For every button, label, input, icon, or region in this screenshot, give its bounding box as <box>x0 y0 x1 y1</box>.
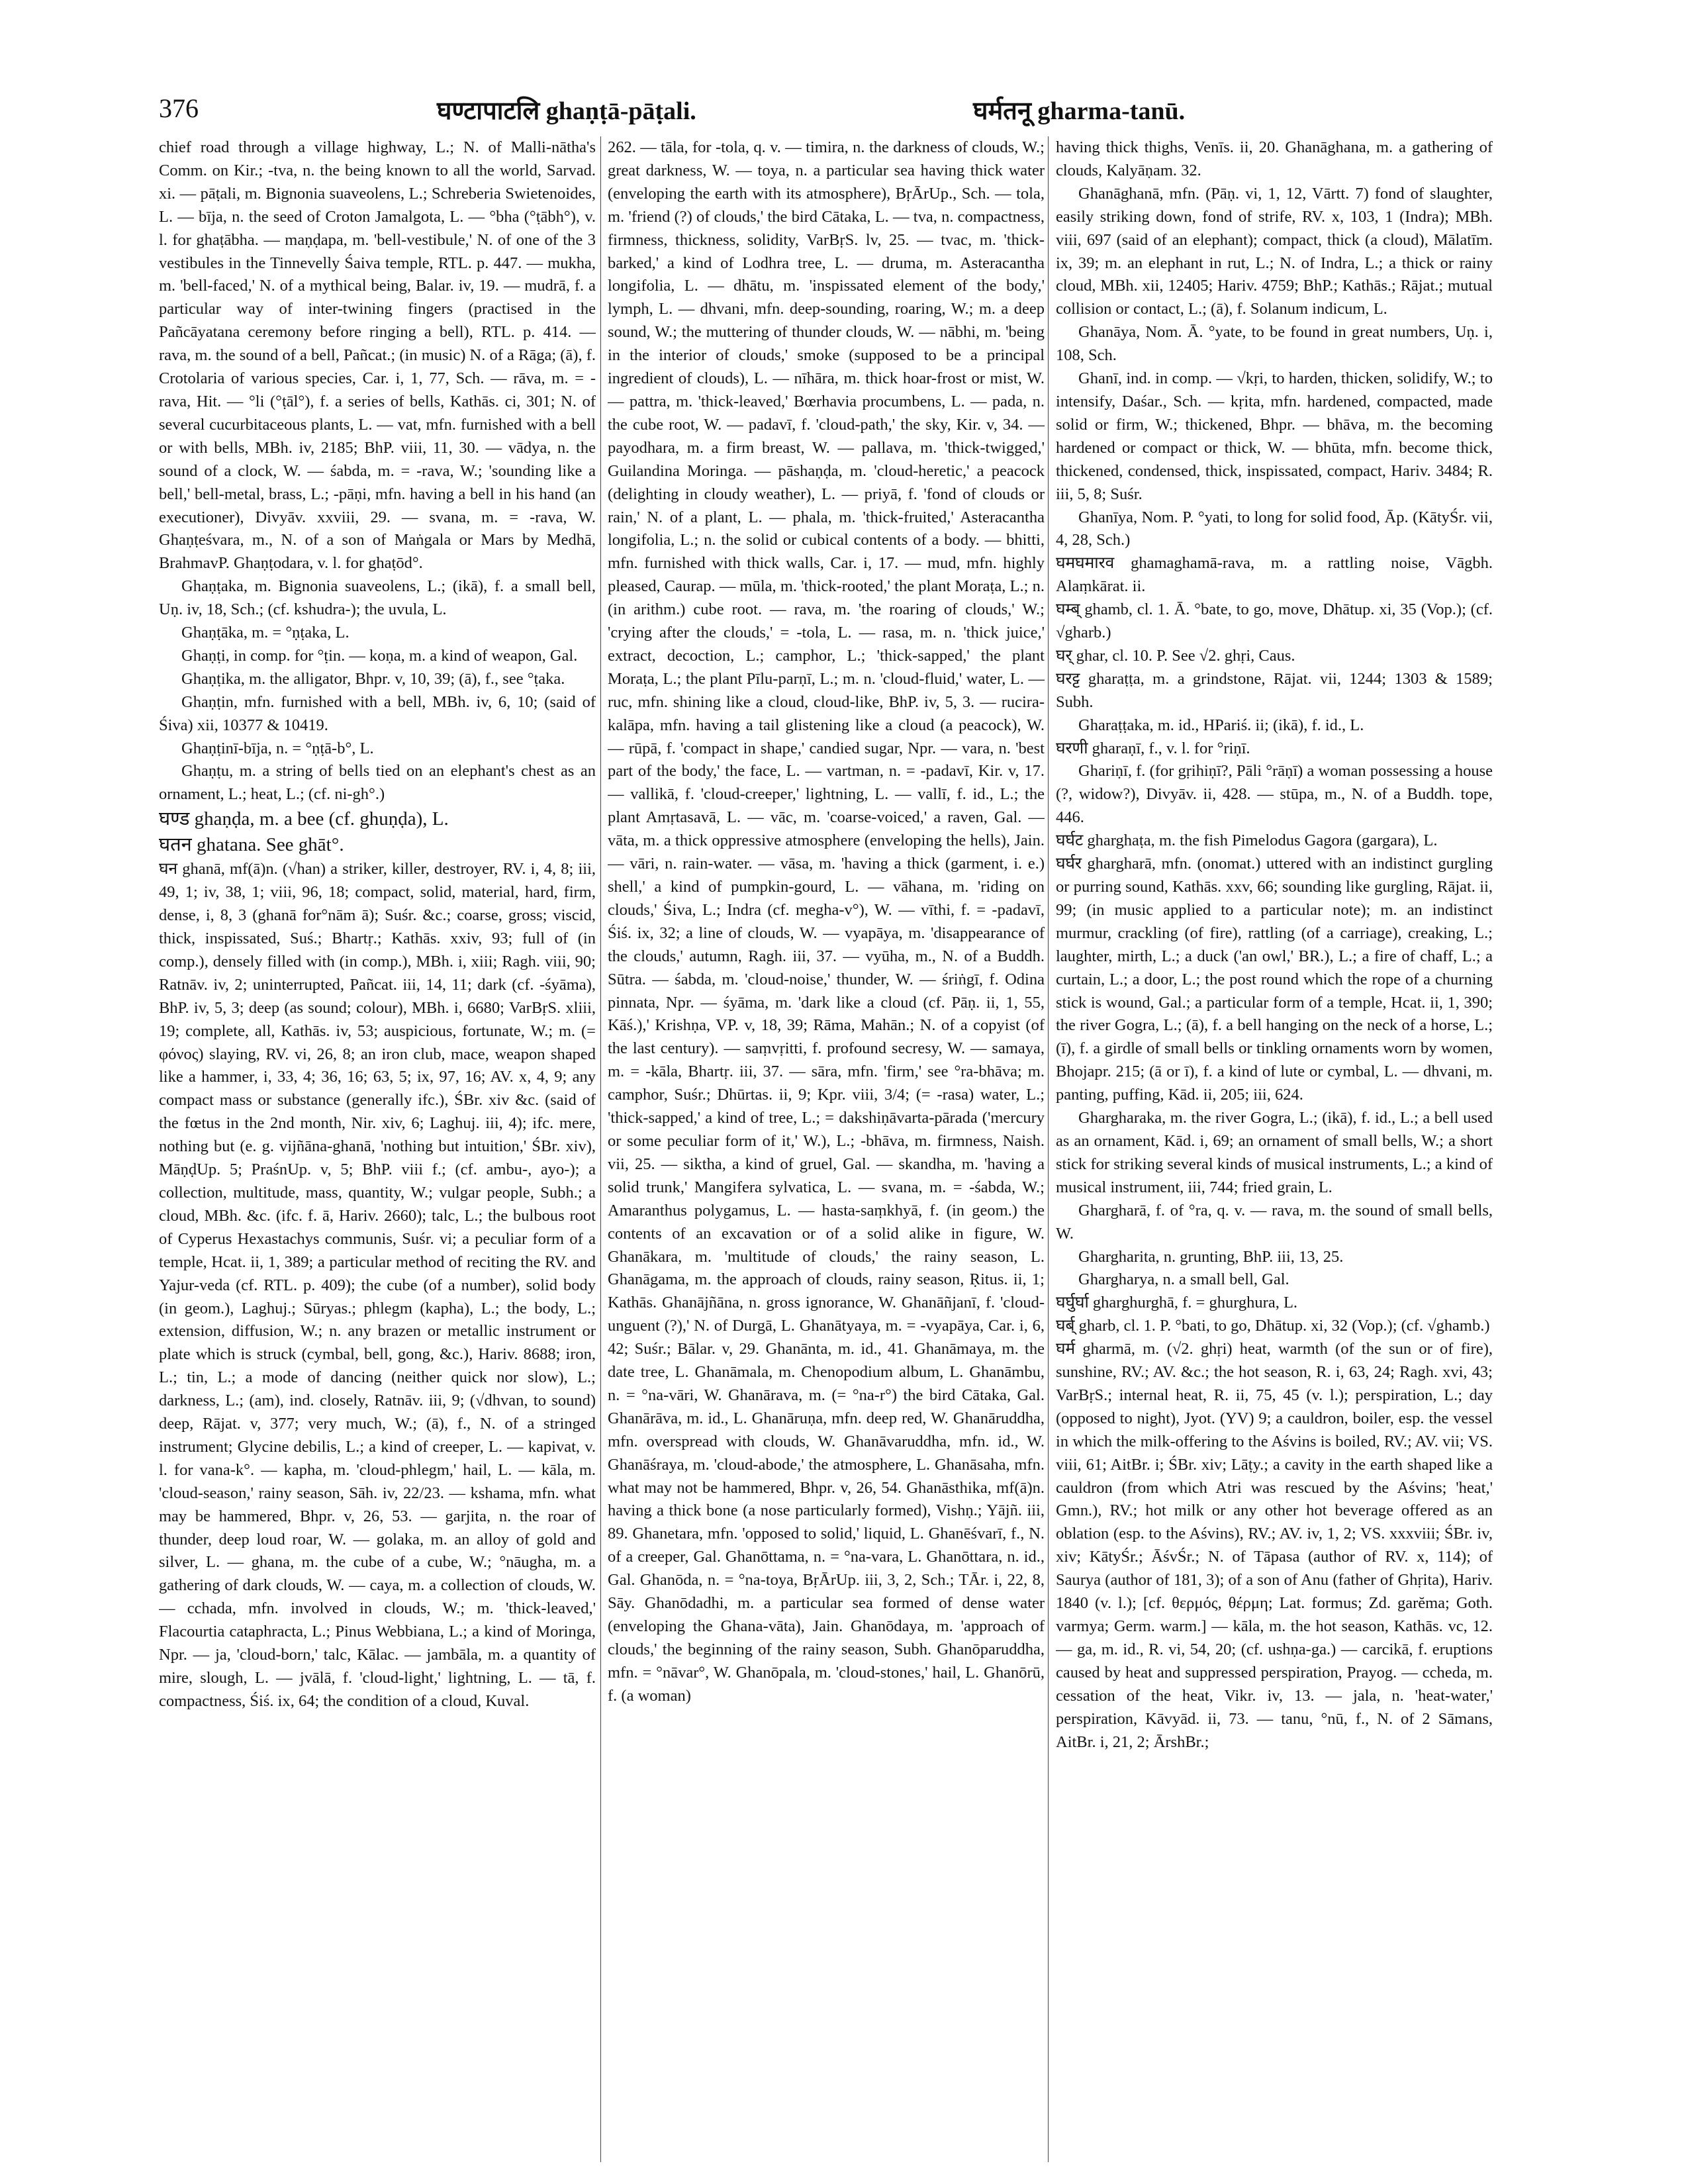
running-head <box>159 89 1509 131</box>
dictionary-entry: Ghaṇṭi, in comp. for °ṭin. — koṇa, m. a kind of weapon, Gal. <box>181 646 578 665</box>
headword-entry: घर्घर ghargharā, mfn. (onomat.) uttered with an indistinct gurgling or purring sound, Kathās. xxv, 66; sounding like gurgling, Rājat. ii, 99; (in music applied to a particular note); m. an indistinct murmur, crackling (of fire), rattling (of a carriage), creaking, L.; laughter, mirth, L.; a duck ('an owl,' BR.), L.; a fire of chaff, L.; a curtain, L.; a door, L.; the post round which the rope of a churning stick is wound, Gal.; a particular form of a temple, Hcat. ii, 1, 390; the river Gogra, L.; (ā), f. a bell hanging on the neck of a horse, L.; (ī), f. a girdle of small bells or tinkling ornaments worn by women, Bhojapr. 215; (ā or ī), f. a kind of lute or cymbal, L. — dhvani, m. panting, puffing, Kād. ii, 205; iii, 624. <box>1056 855 1493 1104</box>
dictionary-entry: 262. — tāla, for -tola, q. v. — timira, n. the darkness of clouds, W.; great darkness, W. — toya, n. a particular sea having thick water (enveloping the earth with its atmosphere), BṛĀrUp., Sch. — tola, m. 'friend (?) of clouds,' the bird Cātaka, L. — tva, n. compactness, firmness, thickness, solidity, VarBṛS. lv, 25. — tvac, m. 'thick-barked,' a kind of Lodhra tree, L. — druma, m. Asteracantha longifolia, L. — dhātu, m. 'inspissated element of the body,' lymph, L. — dhvani, mfn. deep-sounding, roaring, W.; m. a deep sound, W.; the muttering of thunder clouds, W. — nābhi, m. 'being in the interior of clouds,' smoke (supposed to be a principal ingredient of clouds), L. — nīhāra, m. thick hoar-frost or mist, W. — pattra, m. 'thick-leaved,' Bœrhavia procumbens, L. — pada, n. the cube root, W. — padavī, f. 'cloud-path,' the sky, Kir. v, 34. — payodhara, m. a firm breast, W. — pallava, m. 'thick-twigged,' Guilandina Moringa. — pāshaṇḍa, m. 'cloud-heretic,' a peacock (delighting in cloudy weather), L. — priyā, f. 'fond of clouds or rain,' N. of a plant, L. — phala, m. 'thick-fruited,' Asteracantha longifolia, L.; n. the solid or cubical contents of a body. — bhitti, mfn. furnished with thick walls, Car. i, 17. — mud, mfn. highly pleased, Caurap. — mūla, m. 'thick-rooted,' the plant Moraṭa, L.; n. (in arithm.) cube root. — rava, m. 'the roaring of clouds,' W.; 'crying after the clouds,' = -tola, L. — rasa, m. n. 'thick juice,' extract, decoction, L.; camphor, L.; 'thick-sapped,' the plant Moraṭa, L.; the plant Pīlu-parṇī, L.; m. n. 'cloud-fluid,' water, L. — ruc, mfn. shining like a cloud, cloud-like, BhP. iv, 5, 3. — rucira-kalāpa, mfn. having a tail glistening like a cloud (a peacock), W. — rūpā, f. 'compact in shape,' candied sugar, Npr. — vara, n. 'best part of the body,' the face, L. — vartman, n. = -padavī, Kir. v, 17. — vallikā, f. 'cloud-creeper,' lightning, L. — vallī, f. id., L.; the plant Amṛtasavā, L. — vāc, m. 'coarse-voiced,' a raven, Gal. — vāta, m. a thick oppressive atmosphere (enveloping the hells), Jain. — vāri, n. rain-water. — vāsa, m. 'having a thick (garment, i. e.) shell,' a kind of pumpkin-gourd, L. — vāhana, m. 'riding on clouds,' Śiva, L.; Indra (cf. megha-v°), W. — vīthi, f. = -padavī, Śiś. ix, 32; a line of clouds, W. — vyapāya, m. 'disappearance of the clouds,' autumn, Ragh. iii, 37. — vyūha, m., N. of a Buddh. Sūtra. — śabda, m. 'cloud-noise,' thunder, W. — śriṅgī, f. Odina pinnata, Npr. — śyāma, m. 'dark like a cloud (cf. Pāṇ. ii, 1, 55, Kāś.),' Krishṇa, VP. v, 18, 39; Rāma, Mahān.; N. of a copyist (of the last century). — saṃvṛitti, f. profound secresy, W. — samaya, m. = -kāla, Bhartṛ. iii, 37. — sāra, mfn. 'firm,' see °ra-bhāva; m. camphor, Suśr.; Dhūrtas. ii, 9; Kpr. viii, 3/4; (= -rasa) water, L.; 'thick-sapped,' a kind of tree, L.; = dakshiṇāvarta-pārada ('mercury or some peculiar form of it,' W.), L.; -bhāva, m. firmness, Naish. vii, 25. — siktha, a kind of gruel, Gal. — skandha, m. 'having a solid trunk,' Mangifera sylvatica, L. — svana, m. = -śabda, W.; Amaranthus polygamus, L. — hasta-saṃkhyā, f. (in geom.) the contents of an excavation or of a solid alike in figure, W. Ghanākara, m. 'multitude of clouds,' the rainy season, L. Ghanāgama, m. the approach of clouds, rainy season, Ṛitus. ii, 1; Kathās. Ghanājñāna, n. gross ignorance, W. Ghanāñjanī, f. 'cloud-unguent (?),' N. of Durgā, L. Ghanātyaya, m. = -vyapāya, Car. i, 6, 42; Suśr.; Bālar. v, 29. Ghanānta, m. id., 41. Ghanāmaya, m. the date tree, L. Ghanāmala, m. Chenopodium album, L. Ghanāmbu, n. = °na-vāri, W. Ghanārava, m. (= °na-r°) the bird Cātaka, Gal. Ghanārāva, m. id., L. Ghanāruṇa, mfn. deep red, W. Ghanāruddha, mfn. overspread with clouds, W. Ghanāvaruddha, mfn. id., W. Ghanāśraya, m. 'cloud-abode,' the atmosphere, L. Ghanāsaha, mfn. what may not be hammered, Bhpr. v, 26, 54. Ghanāsthika, mf(ā)n. having a thick bone (a nose particularly formed), Vishṇ.; Yājñ. iii, 89. Ghanetara, mfn. 'opposed to solid,' liquid, L. Ghanēśvarī, f., N. of a creeper, Gal. Ghanōttama, n. = °na-vara, L. Ghanōttara, n. id., Gal. Ghanōda, n. = °na-toya, BṛĀrUp. iii, 3, 2, Sch.; TĀr. i, 22, 8, Sāy. Ghanōdadhi, m. a particular sea formed of dense water (enveloping the Ghana-vāta), Jain. Ghanōdaya, m. 'approach of clouds,' the beginning of the rainy season, Subh. Ghanōparuddha, mfn. = °nāvar°, W. Ghanōpala, m. 'cloud-stones,' hail, L. Ghanōrū, f. (a woman) <box>608 138 1045 1705</box>
headword-entry: घम्ब् ghamb, cl. 1. Ā. °bate, to go, move, Dhātup. xi, 35 (Vop.); (cf. √gharb.) <box>1056 600 1493 642</box>
dictionary-entry: Ghanīya, Nom. P. °yati, to long for solid food, Āp. (KātyŚr. vii, 4, 28, Sch.) <box>1056 508 1493 549</box>
dictionary-entry: Ghargharya, n. a small bell, Gal. <box>1078 1270 1289 1289</box>
dictionary-entry: Ghargharaka, m. the river Gogra, L.; (ikā), f. id., L.; a bell used as an ornament, Kād. i, 69; an ornament of small bells, W.; a short stick for striking several kinds of musical instruments, L.; a kind of musical instrument, iii, 744; fried grain, L. <box>1056 1109 1493 1196</box>
headword-entry: घरट्ट gharaṭṭa, m. a grindstone, Rājat. vii, 1244; 1303 & 1589; Subh. <box>1056 669 1493 711</box>
headword-entry: घर्घुर्घा gharghurghā, f. = ghurghura, L. <box>1056 1294 1298 1312</box>
column-divider <box>600 136 601 2162</box>
column-1 <box>159 136 596 2162</box>
headword-entry: घर्म gharmā, m. (√2. ghṛi) heat, warmth (of the sun or of fire), sunshine, RV.; AV. &c.; the hot season, R. i, 63, 24; Ragh. xvi, 43; VarBṛS.; internal heat, R. ii, 75, 45 (v. l.); perspiration, L.; day (opposed to night), Jyot. (YV) 9; a cauldron, boiler, esp. the vessel in which the milk-offering to the Aśvins is boiled, RV.; AV. vii; VS. viii, 61; AitBr. i; ŚBr. xiv; Lāṭy.; a cavity in the earth shaped like a cauldron (from which Atri was rescued by the Aśvins; 'heat,' Gmn.), RV.; hot milk or any other hot beverage offered as an oblation (esp. to the Aśvins), RV.; AV. iv, 1, 2; VS. xxxviii; ŚBr. iv, xiv; KātyŚr.; ĀśvŚr.; N. of Tāpasa (author of RV. x, 114); of Saurya (author of 181, 3); of a son of Anu (father of Ghṛita), Hariv. 1840 (v. l.); [cf. θερμός, θέρμη; Lat. formus; Zd. garĕma; Goth. varmya; Germ. warm.] — kāla, m. the hot season, Kathās. vc, 12. — ga, m. id., R. vi, 54, 20; (cf. ushṇa-ga.) — carcikā, f. eruptions caused by heat and suppressed perspiration, Prayog. — ccheda, m. cessation of the heat, Vikr. iv, 13. — jala, n. 'heat-water,' perspiration, Kāvyād. ii, 73. — tanu, °nū, f., N. of 2 Sāmans, AitBr. i, 21, 2; ĀrshBr.; <box>1056 1340 1493 1751</box>
right-running-title: घर्मतनू gharma-tanū. <box>973 97 1186 125</box>
page-number: 376 <box>159 93 199 123</box>
dictionary-entry: Ghanī, ind. in comp. — √kṛi, to harden, thicken, solidify, W.; to intensify, Daśar., Sch. — kṛita, mfn. hardened, compacted, made solid or firm, W.; thickened, Bhpr. — bhāva, m. the becoming hardened or compact or thick, W. — bhūta, mfn. become thick, thickened, condensed, thick, inspissated, compact, Hariv. 3484; R. iii, 5, 8; Suśr. <box>1056 369 1493 503</box>
headword-entry: घरणी gharaṇī, f., v. l. for °riṇī. <box>1056 739 1250 757</box>
dictionary-entry: Gharaṭṭaka, m. id., HPariś. ii; (ikā), f. id., L. <box>1078 716 1364 734</box>
dictionary-entry: Ghanāghanā, mfn. (Pāṇ. vi, 1, 12, Vārtt. 7) fond of slaughter, easily striking down, fond of strife, RV. x, 103, 1 (Indra); MBh. viii, 697 (said of an elephant); compact, thick (a cloud), Mālatīm. ix, 39; m. an elephant in rut, L.; N. of Indra, L.; a thick or rainy cloud, MBh. xii, 12405; Hariv. 4759; BhP.; Kathās.; Rājat.; mutual collision or contact, L.; (ā), f. Solanum indicum, L. <box>1056 184 1493 318</box>
headword-entry: घतन ghatana. See ghāt°. <box>159 834 344 856</box>
dictionary-entry: Ghaṇṭāka, m. = °ṇṭaka, L. <box>181 624 350 642</box>
column-3 <box>1056 136 1493 2162</box>
column-2 <box>608 136 1045 2162</box>
left-running-title: घण्टापाटलि ghaṇṭā-pāṭali. <box>437 97 696 125</box>
dictionary-entry: Ghaṇṭaka, m. Bignonia suaveolens, L.; (ikā), f. a small bell, Uṇ. iv, 18, Sch.; (cf. kshudra-); the uvula, L. <box>159 577 596 619</box>
dictionary-entry: Ghaṇṭika, m. the alligator, Bhpr. v, 10, 39; (ā), f., see °ṭaka. <box>181 669 565 688</box>
dictionary-entry: Ghargharita, n. grunting, BhP. iii, 13, 25. <box>1078 1247 1344 1266</box>
dictionary-entry: Ghariṇī, f. (for gṛihiṇī?, Pāli °rāṇī) a woman possessing a house (?, widow?), Divyāv. ii, 428. — stūpa, m., N. of a Buddh. tope, 446. <box>1056 762 1493 827</box>
headword-entry: घर्घट gharghaṭa, m. the fish Pimelodus Gagora (gargara), L. <box>1056 831 1438 850</box>
dictionary-entry: Ghanāya, Nom. Ā. °yate, to be found in great numbers, Uṇ. i, 108, Sch. <box>1056 323 1493 365</box>
dictionary-entry: having thick thighs, Venīs. ii, 20. Ghanāghana, m. a gathering of clouds, Kalyāṇam. 32. <box>1056 138 1493 179</box>
headword-entry: घर् ghar, cl. 10. P. See √2. ghṛi, Caus. <box>1056 646 1295 665</box>
dictionary-entry: Ghaṇṭinī-bīja, n. = °ṇṭā-b°, L. <box>181 739 374 757</box>
dictionary-entry: chief road through a village highway, L.; N. of Malli-nātha's Comm. on Kir.; -tva, n. the being known to all the world, Sarvad. xi. — pāṭali, m. Bignonia suaveolens, L.; Schreberia Swietenoides, L. — bīja, n. the seed of Croton Jamalgota, L. — °bha (°ṭābh°), v. l. for ghaṭābha. — maṇḍapa, m. 'bell-vestibule,' N. of one of the 3 vestibules in the Tinnevelly Śaiva temple, RTL. p. 447. — mukha, m. 'bell-faced,' N. of a mythical being, Balar. iv, 19. — mudrā, f. a particular way of inter-twining fingers (practised in the Pañcāyatana ceremony before ringing a bell), RTL. p. 414. — rava, m. the sound of a bell, Pañcat.; (in music) N. of a Rāga; (ā), f. Crotolaria of various species, Car. i, 1, 77, Sch. — rāva, m. = -rava, Hit. — °li (°ṭāl°), f. a series of bells, Kathās. ci, 301; N. of several cucurbitaceous plants, L. — vat, mfn. furnished with a bell or with bells, MBh. iv, 2185; BhP. viii, 11, 30. — vādya, n. the sound of a clock, W. — śabda, m. = -rava, W.; 'sounding like a bell,' bell-metal, brass, L.; -pāṇi, mfn. having a bell in his hand (an executioner), Divyāv. xxviii, 29. — svana, m. = -rava, W. Ghaṇṭeśvara, m., N. of a son of Maṅgala or Mars by Medhā, BrahmavP. Ghaṇṭodara, v. l. for ghaṭōd°. <box>159 138 596 573</box>
headword-entry: घर्ब् gharb, cl. 1. P. °bati, to go, Dhātup. xi, 32 (Vop.); (cf. √ghamb.) <box>1056 1317 1490 1335</box>
column-divider <box>1048 136 1049 2162</box>
headword-entry: घन ghanā, mf(ā)n. (√han) a striker, killer, destroyer, RV. i, 4, 8; iii, 49, 1; iv, 38, 1; viii, 96, 18; compact, solid, material, hard, firm, dense, i, 8, 3 (ghanā for°nām ā); Suśr. &c.; coarse, gross; viscid, thick, inspissated, Suś.; Bhartṛ.; Kathās. xxiv, 93; full of (in comp.), densely filled with (in comp.), MBh. i, xiii; Ragh. viii, 90; Ratnāv. iv, 2; uninterrupted, Pañcat. iii, 14, 11; dark (cf. -śyāma), BhP. iv, 5, 3; deep (as sound; colour), MBh. i, 6680; VarBṛS. xliii, 19; complete, all, Kathās. iv, 53; auspicious, fortunate, W.; m. (= φόνος) slaying, RV. vi, 26, 8; an iron club, mace, weapon shaped like a hammer, i, 33, 4; 36, 16; 63, 5; ix, 97, 16; AV. x, 4, 9; any compact mass or substance (generally ifc.), ŚBr. xiv &c. (said of the fœtus in the 2nd month, Nir. xiv, 6; Laghuj. iii, 4); ifc. mere, nothing but (e. g. vijñāna-ghanā, 'nothing but intuition,' ŚBr. xiv), MāṇḍUp. 5; PraśnUp. v, 5; BhP. viii f.; (cf. ambu-, ayo-); a collection, multitude, mass, quantity, W.; vulgar people, Subh.; a cloud, MBh. &c. (ifc. f. ā, Hariv. 2660); talc, L.; the bulbous root of Cyperus Hexastachys communis, Suśr. vi; a peculiar form of a temple, Hcat. ii, 1, 389; a particular method of reciting the RV. and Yajur-veda (cf. RTL. p. 409); the cube (of a number), solid body (in geom.), Laghuj.; Sūryas.; phlegm (kapha), L.; the body, L.; extension, diffusion, W.; n. any brazen or metallic instrument or plate which is struck (cymbal, bell, gong, &c.), Hariv. 8688; iron, L.; tin, L.; a mode of dancing (neither quick nor slow), L.; darkness, L.; (am), ind. closely, Ratnāv. iii, 9; (√dhvan, to sound) deep, Rājat. v, 377; very much, W.; (ā), f., N. of a stringed instrument; Glycine debilis, L.; a kind of creeper, L. — kapivat, v. l. for vana-k°. — kapha, m. 'cloud-phlegm,' hail, L. — kāla, m. 'cloud-season,' rainy season, Sāh. iv, 22/23. — kshama, mfn. what may be hammered, Bhpr. v, 26, 53. — garjita, n. the roar of thunder, deep loud roar, W. — golaka, m. an alloy of gold and silver, L. — ghana, m. the cube of a cube, W.; °nāugha, m. a gathering of dark clouds, W. — caya, m. a collection of clouds, W. — cchada, mfn. involved in clouds, W.; m. 'thick-leaved,' Flacourtia cataphracta, L.; Pinus Webbiana, L.; a kind of Moringa, Npr. — ja, 'cloud-born,' talc, Kālac. — jambāla, m. a quantity of mire, slough, L. — jvālā, f. 'cloud-light,' lightning, L. — tā, f. compactness, Śiś. ix, 64; the condition of a cloud, Kuval. <box>159 860 596 1710</box>
dictionary-entry: Ghaṇṭin, mfn. furnished with a bell, MBh. iv, 6, 10; (said of Śiva) xii, 10377 & 10419. <box>159 692 596 734</box>
dictionary-entry: Ghargharā, f. of °ra, q. v. — rava, m. the sound of small bells, W. <box>1056 1201 1493 1243</box>
headword-entry: घमघमारव ghamaghamā-rava, m. a rattling noise, Vāgbh. Alaṃkārat. ii. <box>1056 554 1493 596</box>
headword-entry: घण्ड ghaṇḍa, m. a bee (cf. ghuṇḍa), L. <box>159 808 449 830</box>
dictionary-entry: Ghaṇṭu, m. a string of bells tied on an elephant's chest as an ornament, L.; heat, L.; (cf. ni-gh°.) <box>159 762 596 804</box>
